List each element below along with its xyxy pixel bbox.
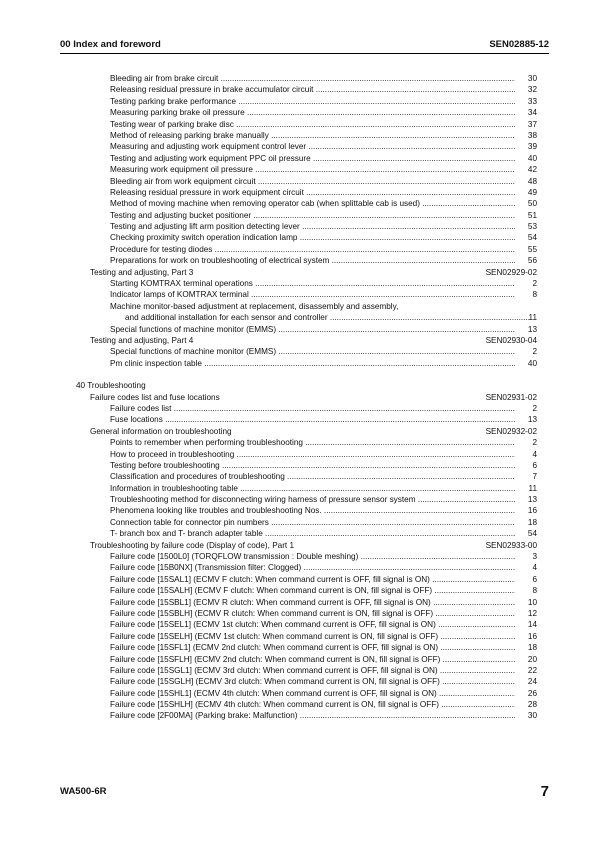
entry-title: Failure code [15B0NX] (Transmission filter: Clogged) ..... bbox=[110, 562, 515, 573]
entry-title: Testing parking brake performance ..... bbox=[110, 96, 515, 107]
entry-title: Testing and adjusting lift arm position detecting lever ..... bbox=[110, 221, 515, 232]
chapter-entry[interactable] bbox=[0, 335, 596, 346]
toc-entry[interactable] bbox=[0, 676, 596, 687]
entry-title: Testing and adjusting, Part 3 bbox=[90, 267, 194, 277]
entry-page: 2 bbox=[532, 347, 537, 357]
toc-entry[interactable] bbox=[0, 608, 596, 619]
entry-page: 40 bbox=[527, 358, 537, 368]
toc-entry[interactable] bbox=[0, 654, 596, 665]
model-name: WA500-6R bbox=[60, 786, 107, 797]
section-title: 00 Index and foreword bbox=[60, 39, 161, 50]
toc-entry[interactable] bbox=[0, 141, 596, 152]
toc-entry[interactable] bbox=[0, 255, 596, 266]
toc-entry[interactable] bbox=[0, 460, 596, 471]
entry-title: Special functions of machine monitor (EMMS) ..... bbox=[110, 324, 515, 335]
entry-title: Bleeding air from work equipment circuit ..... bbox=[110, 176, 515, 187]
entry-page: 2 bbox=[532, 279, 537, 289]
entry-title: Failure codes list ..... bbox=[110, 403, 515, 414]
entry-title: Connection table for connector pin numbers ..... bbox=[110, 517, 515, 528]
toc-entry[interactable] bbox=[0, 699, 596, 710]
entry-page: 53 bbox=[527, 222, 537, 232]
toc-entry[interactable] bbox=[0, 107, 596, 118]
entry-page: 28 bbox=[527, 700, 537, 710]
entry-page: 40 bbox=[527, 153, 537, 163]
toc-entry[interactable] bbox=[0, 574, 596, 585]
toc-entry[interactable] bbox=[0, 130, 596, 141]
entry-title: Measuring and adjusting work equipment control lever ..... bbox=[110, 141, 515, 152]
entry-page: 51 bbox=[527, 210, 537, 220]
table-of-contents bbox=[0, 73, 596, 722]
entry-page: 13 bbox=[527, 415, 537, 425]
entry-title: Checking proximity switch operation indication lamp ..... bbox=[110, 232, 515, 243]
entry-page: 37 bbox=[527, 119, 537, 129]
entry-page: 11 bbox=[528, 483, 537, 493]
entry-title: Method of releasing parking brake manually ..... bbox=[110, 130, 515, 141]
entry-page: 13 bbox=[527, 495, 537, 505]
entry-page: 14 bbox=[527, 620, 537, 630]
entry-page: 48 bbox=[527, 176, 537, 186]
entry-title: General information on troubleshooting bbox=[90, 426, 232, 436]
entry-title: Failure code [15SFL1] (ECMV 2nd clutch: When command current is OFF, fill signal is ON) ..... bbox=[110, 642, 515, 653]
entry-title: Failure code [15SHLH] (ECMV 4th clutch: When command current is ON, fill signal is OFF) ..... bbox=[110, 699, 515, 710]
toc-entry[interactable] bbox=[0, 562, 596, 573]
toc-entry[interactable] bbox=[0, 346, 596, 357]
toc-entry[interactable] bbox=[0, 471, 596, 482]
entry-title: Failure code [15SBLH] (ECMV R clutch: When command current is ON, fill signal is OFF) ..... bbox=[110, 608, 515, 619]
toc-entry[interactable] bbox=[0, 221, 596, 232]
entry-title: Points to remember when performing troubleshooting ..... bbox=[110, 437, 515, 448]
chapter-entry[interactable] bbox=[0, 426, 596, 437]
section-heading[interactable] bbox=[0, 380, 596, 391]
toc-entry[interactable] bbox=[0, 619, 596, 630]
toc-entry[interactable] bbox=[0, 437, 596, 448]
entry-title: Failure code [15SGL1] (ECMV 3rd clutch: When command current is OFF, fill signal is ON) ..... bbox=[110, 665, 515, 676]
toc-entry[interactable] bbox=[0, 244, 596, 255]
entry-page: 12 bbox=[527, 608, 537, 618]
entry-page: 18 bbox=[527, 643, 537, 653]
document-code: SEN02885-12 bbox=[489, 39, 549, 50]
entry-page: 50 bbox=[527, 199, 537, 209]
chapter-entry[interactable] bbox=[0, 267, 596, 278]
toc-entry[interactable] bbox=[0, 517, 596, 528]
toc-entry[interactable] bbox=[0, 198, 596, 209]
entry-title: Information in troubleshooting table ..... bbox=[110, 483, 515, 494]
entry-page: 4 bbox=[532, 449, 537, 459]
toc-entry[interactable] bbox=[0, 176, 596, 187]
entry-title: Testing and adjusting bucket positioner ..... bbox=[110, 210, 515, 221]
entry-title: Measuring work equipment oil pressure ..... bbox=[110, 164, 515, 175]
toc-entry[interactable] bbox=[0, 278, 596, 289]
entry-page: 6 bbox=[532, 460, 537, 470]
entry-page: 11 bbox=[528, 313, 537, 323]
toc-entry[interactable] bbox=[0, 665, 596, 676]
toc-entry[interactable] bbox=[0, 631, 596, 642]
entry-page: 56 bbox=[527, 256, 537, 266]
toc-entry[interactable] bbox=[0, 301, 596, 312]
toc-entry[interactable] bbox=[0, 642, 596, 653]
entry-page: 8 bbox=[532, 290, 537, 300]
entry-page: 22 bbox=[527, 665, 537, 675]
toc-entry[interactable] bbox=[0, 688, 596, 699]
entry-page: 42 bbox=[527, 165, 537, 175]
toc-entry[interactable] bbox=[0, 505, 596, 516]
entry-title: Releasing residual pressure in brake accumulator circuit ..... bbox=[110, 84, 515, 95]
entry-document-code: SEN02932-02 bbox=[485, 426, 537, 436]
entry-title: Classification and procedures of troubleshooting ..... bbox=[110, 471, 515, 482]
entry-page: 2 bbox=[532, 403, 537, 413]
entry-title: Measuring parking brake oil pressure ..... bbox=[110, 107, 515, 118]
entry-title: Machine monitor-based adjustment at replacement, disassembly and assembly, bbox=[110, 301, 399, 311]
entry-page: 16 bbox=[527, 506, 537, 516]
entry-title: Failure codes list and fuse locations bbox=[90, 392, 220, 402]
toc-entry[interactable] bbox=[0, 403, 596, 414]
toc-entry[interactable] bbox=[0, 289, 596, 300]
entry-title: Failure code [2F00MA] (Parking brake: Malfunction) ..... bbox=[110, 710, 515, 721]
toc-entry[interactable] bbox=[0, 73, 596, 84]
entry-page: 55 bbox=[527, 244, 537, 254]
entry-page: 8 bbox=[532, 586, 537, 596]
entry-title: Failure code [15SALH] (ECMV F clutch: When command current is ON, fill signal is OFF) ..... bbox=[110, 585, 515, 596]
entry-page: 10 bbox=[527, 597, 537, 607]
entry-page: 30 bbox=[527, 711, 537, 721]
entry-title: Failure code [15SHL1] (ECMV 4th clutch: When command current is OFF, fill signal is ON) ..... bbox=[110, 688, 515, 699]
entry-page: 18 bbox=[527, 517, 537, 527]
entry-page: 2 bbox=[532, 438, 537, 448]
toc-entry[interactable] bbox=[0, 187, 596, 198]
entry-page: 34 bbox=[527, 108, 537, 118]
entry-title: T- branch box and T- branch adapter table ..... bbox=[110, 528, 515, 539]
entry-page: 33 bbox=[527, 96, 537, 106]
entry-page: 38 bbox=[527, 130, 537, 140]
page-footer bbox=[60, 777, 549, 800]
entry-title: Testing before troubleshooting ..... bbox=[110, 460, 515, 471]
page-header bbox=[60, 39, 549, 53]
entry-title: Releasing residual pressure in work equipment circuit ..... bbox=[110, 187, 515, 198]
entry-title: Troubleshooting by failure code (Display of code), Part 1 bbox=[90, 540, 295, 550]
entry-title: Failure code [1500L0] (TORQFLOW transmission : Double meshing) ..... bbox=[110, 551, 515, 562]
entry-page: 24 bbox=[527, 677, 537, 687]
entry-title: Starting KOMTRAX terminal operations ..... bbox=[110, 278, 515, 289]
entry-page: 54 bbox=[527, 529, 537, 539]
toc-entry[interactable] bbox=[0, 483, 596, 494]
entry-page: 26 bbox=[527, 688, 537, 698]
toc-entry[interactable] bbox=[0, 449, 596, 460]
toc-entry[interactable] bbox=[0, 232, 596, 243]
entry-page: 13 bbox=[527, 324, 537, 334]
entry-page: 3 bbox=[532, 552, 537, 562]
toc-entry[interactable] bbox=[0, 358, 596, 369]
entry-title: Bleeding air from brake circuit ..... bbox=[110, 73, 515, 84]
entry-title: 40 Troubleshooting bbox=[76, 381, 146, 391]
toc-entry[interactable] bbox=[0, 96, 596, 107]
entry-title: Pm clinic inspection table ..... bbox=[110, 358, 515, 369]
toc-entry[interactable] bbox=[0, 164, 596, 175]
chapter-entry[interactable] bbox=[0, 392, 596, 403]
entry-title: Method of moving machine when removing operator cab (when splittable cab is used) ..... bbox=[110, 198, 515, 209]
entry-title: Troubleshooting method for disconnecting wiring harness of pressure sensor system ..... bbox=[110, 494, 515, 505]
entry-title: and additional installation for each sensor and controller ..... bbox=[125, 312, 530, 323]
entry-title: Failure code [15SFLH] (ECMV 2nd clutch: When command current is ON, fill signal is OFF) ..... bbox=[110, 654, 515, 665]
toc-entry[interactable] bbox=[0, 153, 596, 164]
entry-title: Indicator lamps of KOMTRAX terminal ..... bbox=[110, 289, 515, 300]
section-gap bbox=[0, 369, 596, 380]
entry-title: How to proceed in troubleshooting ..... bbox=[110, 449, 515, 460]
toc-entry[interactable] bbox=[0, 210, 596, 221]
entry-title: Testing and adjusting work equipment PPC oil pressure ..... bbox=[110, 153, 515, 164]
entry-page: 49 bbox=[527, 187, 537, 197]
entry-page: 16 bbox=[527, 631, 537, 641]
entry-title: Fuse locations ..... bbox=[110, 414, 515, 425]
entry-title: Special functions of machine monitor (EMMS) ..... bbox=[110, 346, 515, 357]
entry-title: Procedure for testing diodes ..... bbox=[110, 244, 515, 255]
entry-title: Preparations for work on troubleshooting of electrical system ..... bbox=[110, 255, 515, 266]
entry-page: 30 bbox=[527, 74, 537, 83]
entry-page: 54 bbox=[527, 233, 537, 243]
entry-title: Phenomena looking like troubles and troubleshooting Nos. ..... bbox=[110, 505, 515, 516]
entry-page: 7 bbox=[532, 472, 537, 482]
chapter-entry[interactable] bbox=[0, 540, 596, 551]
entry-document-code: SEN02933-00 bbox=[485, 540, 537, 550]
toc-entry[interactable] bbox=[0, 119, 596, 130]
entry-page: 32 bbox=[527, 85, 537, 95]
toc-entry[interactable] bbox=[0, 597, 596, 608]
toc-entry[interactable] bbox=[0, 84, 596, 95]
entry-title: Failure code [15SGLH] (ECMV 3rd clutch: When command current is ON, fill signal is OFF) ..... bbox=[110, 676, 515, 687]
entry-title: Failure code [15SELH] (ECMV 1st clutch: When command current is ON, fill signal is OFF) ..... bbox=[110, 631, 515, 642]
page-number: 7 bbox=[540, 783, 549, 800]
entry-document-code: SEN02930-04 bbox=[485, 335, 537, 345]
toc-entry[interactable] bbox=[0, 494, 596, 505]
entry-title: Failure code [15SAL1] (ECMV F clutch: When command current is OFF, fill signal is ON) ..... bbox=[110, 574, 515, 585]
entry-page: 4 bbox=[532, 563, 537, 573]
toc-entry[interactable] bbox=[0, 710, 596, 721]
entry-page: 20 bbox=[527, 654, 537, 664]
entry-title: Testing and adjusting, Part 4 bbox=[90, 335, 194, 345]
entry-title: Failure code [15SEL1] (ECMV 1st clutch: When command current is OFF, fill signal is ON) ..... bbox=[110, 619, 515, 630]
toc-entry[interactable] bbox=[0, 324, 596, 335]
header-rule bbox=[60, 53, 549, 54]
entry-title: Failure code [15SBL1] (ECMV R clutch: When command current is OFF, fill signal is ON) ..... bbox=[110, 597, 515, 608]
toc-entry[interactable] bbox=[0, 312, 596, 323]
toc-entry[interactable] bbox=[0, 551, 596, 562]
entry-document-code: SEN02931-02 bbox=[485, 392, 537, 402]
entry-page: 6 bbox=[532, 574, 537, 584]
entry-page: 39 bbox=[527, 142, 537, 152]
toc-entry[interactable] bbox=[0, 528, 596, 539]
toc-entry[interactable] bbox=[0, 585, 596, 596]
toc-entry[interactable] bbox=[0, 414, 596, 425]
entry-title: Testing wear of parking brake disc ..... bbox=[110, 119, 515, 130]
entry-document-code: SEN02929-02 bbox=[485, 267, 537, 277]
